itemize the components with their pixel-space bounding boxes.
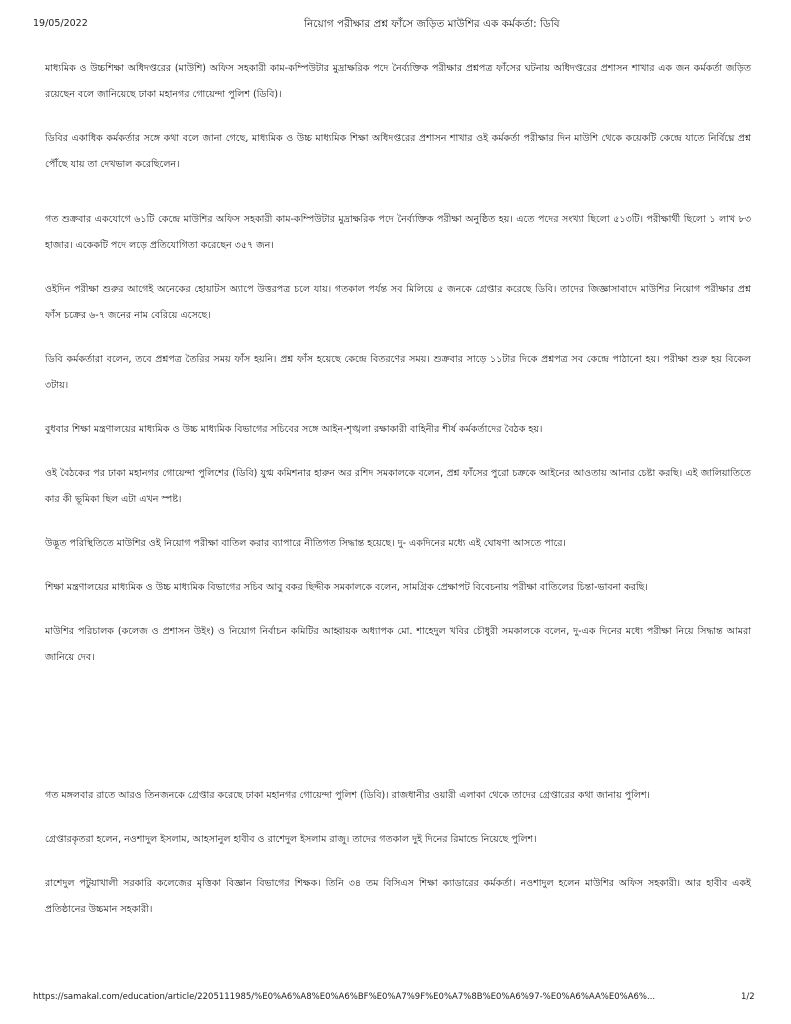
print-date: 19/05/2022: [33, 18, 88, 29]
page-number: 1/2: [741, 992, 755, 1002]
paragraph-7: ওই বৈঠকের পর ঢাকা মহানগর গোয়েন্দা পুলিশের (ডিবি) যুগ্ম কমিশনার হারুন অর রশিদ সমকালকে বলেন, প্রশ্ন ফাঁসের পুরো চক্রকে আইনের আওতায় আনার চেষ্টা করছি। এই জালিয়াতিতে কার কী ভূমিকা ছিল এটা এখন স্পষ্ট।: [45, 468, 751, 505]
footer-url: https://samakal.com/education/article/2205111985/%E0%A6%A8%E0%A6%BF%E0%A7%9F%E0%A7%8B%E0%A6%97-%E0%A6%AA%E0%A6%...: [33, 992, 656, 1002]
paragraph-9: শিক্ষা মন্ত্রণালয়ের মাধ্যমিক ও উচ্চ মাধ্যমিক বিভাগের সচিব আবু বকর ছিদ্দীক সমকালকে বলেন, সামগ্রিক প্রেক্ষাপট বিবেচনায় পরীক্ষা বাতিলের চিন্তা-ভাবনা করছি।: [45, 582, 648, 593]
paragraph-11: গত মঙ্গলবার রাতে আরও তিনজনকে গ্রেপ্তার করেছে ঢাকা মহানগর গোয়েন্দা পুলিশ (ডিবি)। রাজধানীর ওয়ারী এলাকা থেকে তাদের গ্রেপ্তারের কথা জানায় পুলিশ।: [45, 790, 650, 801]
paragraph-8: উদ্ভূত পরিস্থিতিতে মাউশির ওই নিয়োগ পরীক্ষা বাতিল করার ব্যাপারে নীতিগত সিদ্ধান্ত হয়েছে। দু- একদিনের মধ্যে এই ঘোষণা আসতে পারে।: [45, 538, 566, 549]
paragraph-10: মাউশির পরিচালক (কলেজ ও প্রশাসন উইং) ও নিয়োগ নির্বাচন কমিটির আহ্বায়ক অধ্যাপক মো. শাহেদুল খবির চৌধুরী সমকালকে বলেন, দু-এক দিনের মধ্যে পরীক্ষা নিয়ে সিদ্ধান্ত আমরা জানিয়ে দেব।: [45, 626, 751, 663]
article-body: [45, 56, 751, 923]
paragraph-1: মাধ্যমিক ও উচ্চশিক্ষা অধিদপ্তরের (মাউশি) অফিস সহকারী কাম-কম্পিউটার মুদ্রাক্ষরিক পদে নৈর্ব্যক্তিক পরীক্ষার প্রশ্নপত্র ফাঁসের ঘটনায় অধিদপ্তরের প্রশাসন শাখার এক জন কর্মকর্তা জড়িত রয়েছেন বলে জানিয়েছে ঢাকা মহানগর গোয়েন্দা পুলিশ (ডিবি)।: [45, 63, 751, 100]
paragraph-4: ওইদিন পরীক্ষা শুরুর আগেই অনেকের হোয়াটস অ্যাপে উত্তরপত্র চলে যায়। গতকাল পর্যন্ত সব মিলিয়ে ৫ জনকে গ্রেপ্তার করেছে ডিবি। তাদের জিজ্ঞাসাবাদে মাউশির নিয়োগ পরীক্ষার প্রশ্ন ফাঁস চক্রের ৬-৭ জনের নাম বেরিয়ে এসেছে।: [45, 284, 751, 321]
article-title: নিয়োগ পরীক্ষার প্রশ্ন ফাঁসে জড়িত মাউশির এক কর্মকর্তা: ডিবি: [304, 18, 560, 30]
paragraph-5: ডিবি কর্মকর্তারা বলেন, তবে প্রশ্নপত্র তৈরির সময় ফাঁস হয়নি। প্রশ্ন ফাঁস হয়েছে কেন্দ্রে বিতরণের সময়। শুক্রবার সাড়ে ১১টার দিকে প্রশ্নপত্র সব কেন্দ্রে পাঠানো হয়। পরীক্ষা শুরু হয় বিকেল ৩টায়।: [45, 354, 752, 391]
paragraph-3: গত শুক্রবার একযোগে ৬১টি কেন্দ্রে মাউশির অফিস সহকারী কাম-কম্পিউটার মুদ্রাক্ষরিক পদে নৈর্ব্যক্তিক পরীক্ষা অনুষ্ঠিত হয়। এতে পদের সংখ্যা ছিলো ৫১৩টি। পরীক্ষার্থী ছিলো ১ লাখ ৮৩ হাজার। একেকটি পদে লড়ে প্রতিযোগিতা করেছেন ৩৫৭ জন।: [45, 214, 751, 251]
paragraph-2: ডিবির একাধিক কর্মকর্তার সঙ্গে কথা বলে জানা গেছে, মাধ্যমিক ও উচ্চ মাধ্যমিক শিক্ষা অধিদপ্তরের প্রশাসন শাখার ওই কর্মকর্তা পরীক্ষার দিন মাউশি থেকে কয়েকটি কেন্দ্রে যাতে নির্বিঘ্নে প্রশ্ন পৌঁছে যায় তা দেখভাল করেছিলেন।: [45, 133, 751, 170]
paragraph-6: বুধবার শিক্ষা মন্ত্রণালয়ের মাধ্যমিক ও উচ্চ মাধ্যমিক বিভাগের সচিবের সঙ্গে আইন-শৃঙ্খলা রক্ষাকারী বাহিনীর শীর্ষ কর্মকর্তাদের বৈঠক হয়।: [45, 424, 543, 435]
paragraph-13: রাশেদুল পটুয়াখালী সরকারি কলেজের মৃত্তিকা বিজ্ঞান বিভাগের শিক্ষক। তিনি ৩৪ তম বিসিএস শিক্ষা ক্যাডারের কর্মকর্তা। নওশাদুল হলেন মাউশির অফিস সহকারী। আর হাবীব একই প্রতিষ্ঠানের উচ্চমান সহকারী।: [45, 878, 751, 915]
paragraph-12: গ্রেপ্তারকৃতরা হলেন, নওশাদুল ইসলাম, আহসানুল হাবীব ও রাশেদুল ইসলাম রাজু। তাদের গতকাল দুই দিনের রিমান্ডে নিয়েছে পুলিশ।: [45, 834, 537, 845]
